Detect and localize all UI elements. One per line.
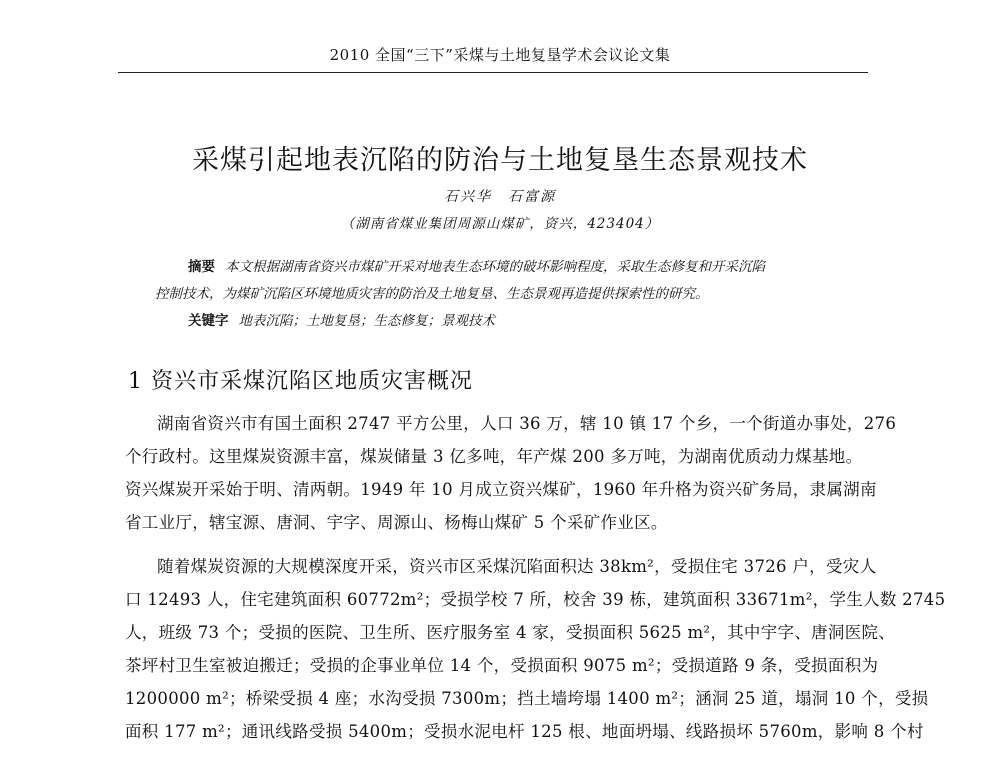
affiliation: （湖南省煤业集团周源山煤矿，资兴，423404） [340,216,660,232]
keywords [188,308,868,335]
body-text-line: 个行政村。这里煤炭资源丰富，煤炭储量 3 亿多吨，年产煤 200 多万吨，为湖南优质动力煤基地。 [125,447,863,466]
body-text-line: 省工业厅，辖宝源、唐洞、宇字、周源山、杨梅山煤矿 5 个采矿作业区。 [125,513,668,532]
keywords-text: 地表沉陷；土地复垦；生态修复；景观技术 [238,313,495,329]
body-text-line: 资兴煤炭开采始于明、清两朝。1949 年 10 月成立资兴煤矿，1960 年升格为资兴矿务局，隶属湖南 [125,480,877,499]
body-text-line: 随着煤炭资源的大规模深度开采，资兴市区采煤沉陷面积达 38km²，受损住宅 3726 户，受灾人 [157,557,877,576]
body-text-line: 面积 177 m²；通讯线路受损 5400m；受损水泥电杆 125 根、地面坍塌、线路损坏 5760m，影响 8 个村 [125,722,924,741]
abstract-label: 摘要 [188,259,215,275]
body-text-line: 茶坪村卫生室被迫搬迁；受损的企事业单位 14 个，受损面积 9075 m²；受损道路 9 条，受损面积为 [125,656,879,675]
authors [0,186,1000,206]
author-name: 石兴华 [444,189,492,205]
abstract [188,254,868,281]
section-heading: 1 资兴市采煤沉陷区地质灾害概况 [128,369,473,394]
body-text-line: 1200000 m²；桥梁受损 4 座；水沟受损 7300m；挡土墙垮塌 1400 m²；涵洞 25 道，塌洞 10 个，受损 [125,689,929,708]
header-rule [118,72,868,73]
body-text-line: 湖南省资兴市有国土面积 2747 平方公里，人口 36 万，辖 10 镇 17 个乡，一个街道办事处，276 [157,414,897,433]
body-text-line: 口 12493 人，住宅建筑面积 60772m²；受损学校 7 所，校舍 39 栋，建筑面积 33671m²，学生人数 2745 [125,590,946,609]
paper-title: 采煤引起地表沉陷的防治与土地复垦生态景观技术 [192,145,808,176]
body-text-line: 人，班级 73 个；受损的医院、卫生所、医疗服务室 4 家，受损面积 5625 m²，其中宇字、唐洞医院、 [125,623,896,642]
author-name: 石富源 [508,189,556,205]
keywords-label: 关键字 [188,313,229,329]
abstract-continuation: 控制技术，为煤矿沉陷区环境地质灾害的防治及土地复垦、生态景观再造提供探索性的研究。 [155,286,709,302]
running-header: 2010 全国“三下”采煤与土地复垦学术会议论文集 [329,46,671,64]
abstract-text-line: 本文根据湖南省资兴市煤矿开采对地表生态环境的破坏影响程度，采取生态修复和开采沉陷 [225,259,765,275]
